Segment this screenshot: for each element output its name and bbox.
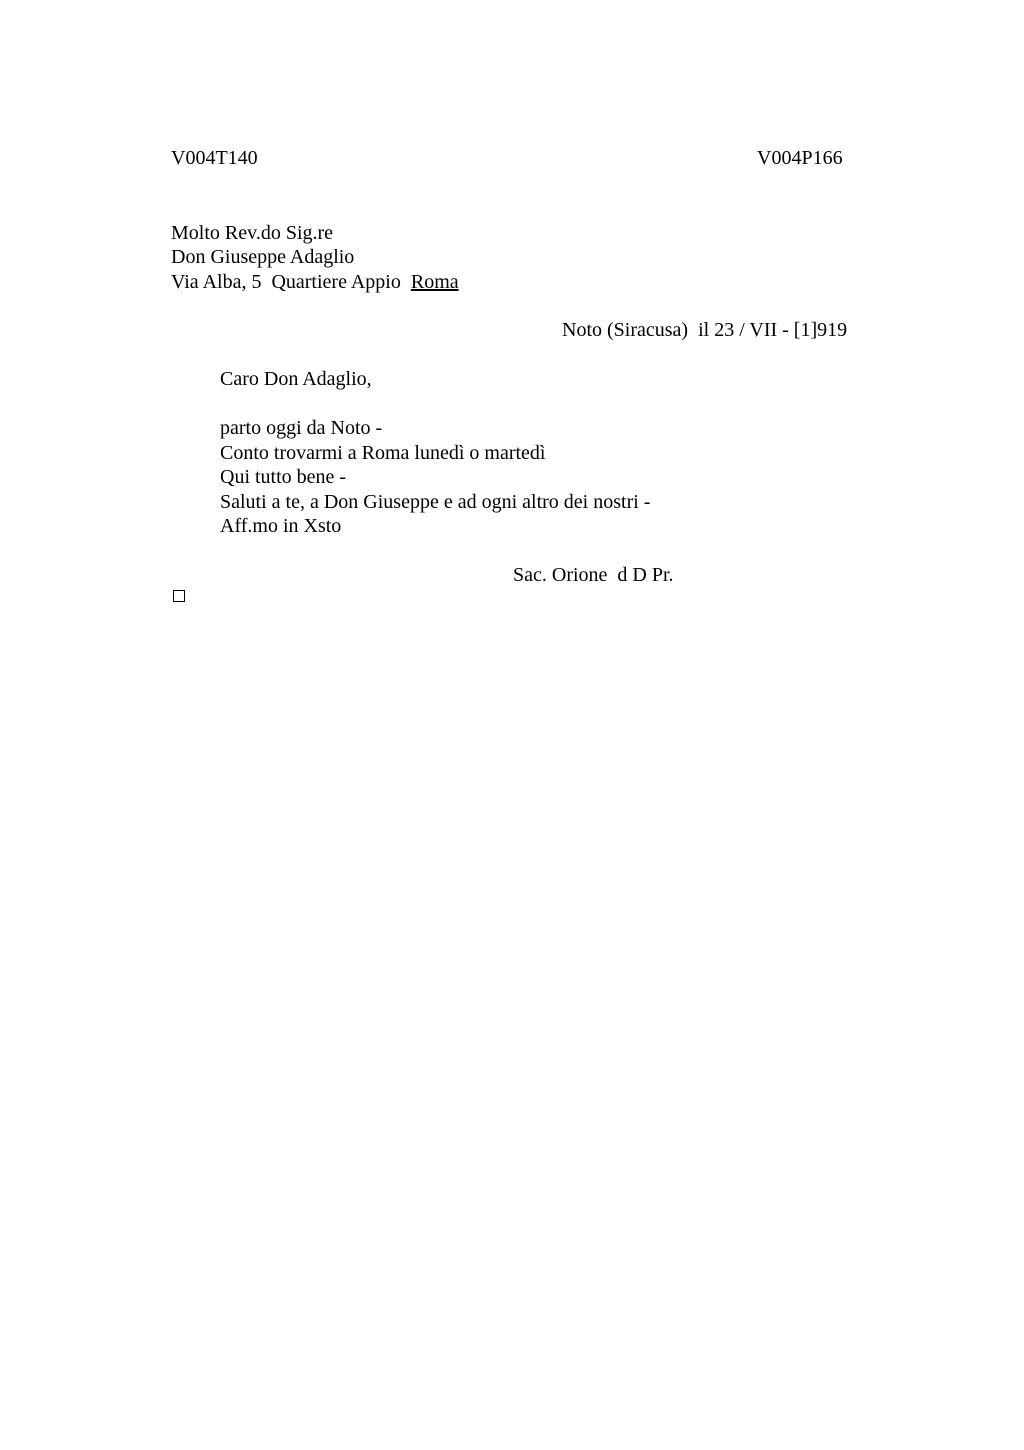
recipient-city: Roma <box>410 271 459 293</box>
place-and-date: Noto (Siracusa) il 23 / VII - [1]919 <box>562 319 848 341</box>
body-line: parto oggi da Noto - <box>220 417 383 439</box>
salutation: Caro Don Adaglio, <box>220 368 372 390</box>
empty-square-icon <box>173 590 185 602</box>
document-code-left: V004T140 <box>171 147 258 169</box>
recipient-name: Don Giuseppe Adaglio <box>171 246 355 268</box>
signature: Sac. Orione d D Pr. <box>513 564 674 586</box>
body-line: Aff.mo in Xsto <box>220 515 342 537</box>
body-line: Saluti a te, a Don Giuseppe e ad ogni altro dei nostri - <box>220 491 651 513</box>
body-line: Qui tutto bene - <box>220 466 347 488</box>
recipient-title: Molto Rev.do Sig.re <box>171 222 334 244</box>
document-code-right: V004P166 <box>757 147 843 169</box>
body-line: Conto trovarmi a Roma lunedì o martedì <box>220 442 546 464</box>
recipient-street: Via Alba, 5 Quartiere Appio <box>171 271 411 293</box>
recipient-address <box>171 270 459 294</box>
